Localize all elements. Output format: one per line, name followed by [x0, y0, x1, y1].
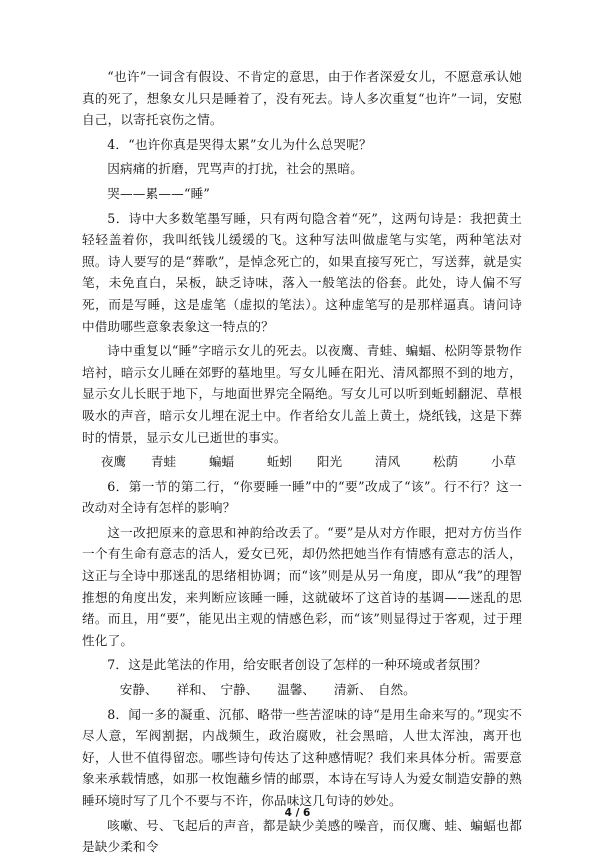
question-7: 7．这是此笔法的作用，给安眠者创设了怎样的一种环境或者氛围？: [107, 657, 487, 673]
answer-4-line-1: 因病痛的折磨，咒骂声的打扰，社会的黑暗。: [107, 161, 364, 177]
imagery-word: 小草: [490, 454, 517, 470]
imagery-word: 清风: [374, 454, 401, 470]
question-5: 5．诗中大多数笔墨写睡，只有两句隐含着“死”，这两句诗是：我把黄土轻轻盖着你，我叫纸钱儿缓缓的飞。这种写法叫做虚笔与实笔，两种笔法对照。诗人要写的是“葬歌”，是悼念死亡的，如果直接写死亡，写送葬，就是实笔，未免直白，呆板，缺乏诗味，落入一般笔法的俗套。此处，诗人偏不写死，而是写睡，这是虚笔（虚拟的笔法）。这种虚笔写的是那样逼真。请问诗中借助哪些意象表象这一特点的？: [82, 210, 522, 334]
page-number: 4 / 6: [284, 807, 311, 819]
answer-8: 咳嗽、号、飞起后的声音，都是缺少美感的噪音，而仅鹰、蛙、蝙蝠也都是缺少柔和令: [82, 817, 522, 855]
document-body: [82, 66, 522, 861]
imagery-word: 蚯蚓: [266, 454, 293, 470]
paragraph-yexu-explanation: “也许”一词含有假设、不肯定的意思，由于作者深爱女儿，不愿意承认她真的死了，想象女儿只是睡着了，没有死去。诗人多次重复“也许”一词，安慰自己，以寄托哀伤之情。: [82, 69, 522, 128]
answer-7: 安静、 祥和、 宁静、 温馨、 清新、 自然。: [119, 682, 416, 698]
imagery-word: 夜鹰: [100, 454, 127, 470]
answer-6: 这一改把原来的意思和神韵给改丢了。“要”是从对方作眼，把对方仿当作一个有生命有意志的活人，爱女已死，却仍然把她当作有情感有意志的活人，这正与全诗中那迷乱的思绪相协调；而“该”则是从另一角度，即从“我”的理智推想的角度出发，来判断应该睡一睡，这就破坏了这首诗的基调——迷乱的思绪。而且，用“要”，能见出主观的情感色彩，而“该”则显得过于客观，过于理性化了。: [82, 524, 522, 648]
answer-5: 诗中重复以“睡”字暗示女儿的死去。以夜鹰、青蛙、蝙蝠、松阴等景物作培衬，暗示女儿睡在郊野的墓地里。写女儿睡在阳光、清风都照不到的地方，显示女儿长眠于地下，与地面世界完全隔绝。写女儿可以听到蚯蚓翻泥、草根吸水的声音，暗示女儿埋在泥土中。作者给女儿盖上黄土，烧纸钱，这是下葬时的情景，显示女儿已逝世的事实。: [82, 343, 522, 445]
imagery-word: 松荫: [432, 454, 459, 470]
question-8: 8．闻一多的凝重、沉郁、略带一些苦涩味的诗“是用生命来写的。”现实不尽人意，军阀割据，内战频生，政治腐败，社会黑暗，人世太浑浊，离开也好，人世不值得留恋。哪些诗句传达了这种感情呢？我们来具体分析。需要意象来承载情感，如那一枚饱蘸乡情的邮票，本诗在写诗人为爱女制造安静的熟睡环境时写了几个不要与不许，你品味这几句诗的妙处。: [82, 706, 522, 808]
imagery-word: 青蛙: [150, 454, 177, 470]
question-4: 4．“也许你真是哭得太累”女儿为什么总哭呢？: [107, 136, 372, 152]
imagery-word-list: [82, 451, 522, 473]
question-6: 6．第一节的第二行，“你要睡一睡”中的“要”改成了“该”。行不行？这一改动对全诗有怎样的影响？: [82, 478, 522, 516]
imagery-word: 阳光: [316, 454, 343, 470]
answer-4-line-2: 哭——累——“睡”: [107, 185, 211, 201]
imagery-word: 蝙蝠: [208, 454, 235, 470]
